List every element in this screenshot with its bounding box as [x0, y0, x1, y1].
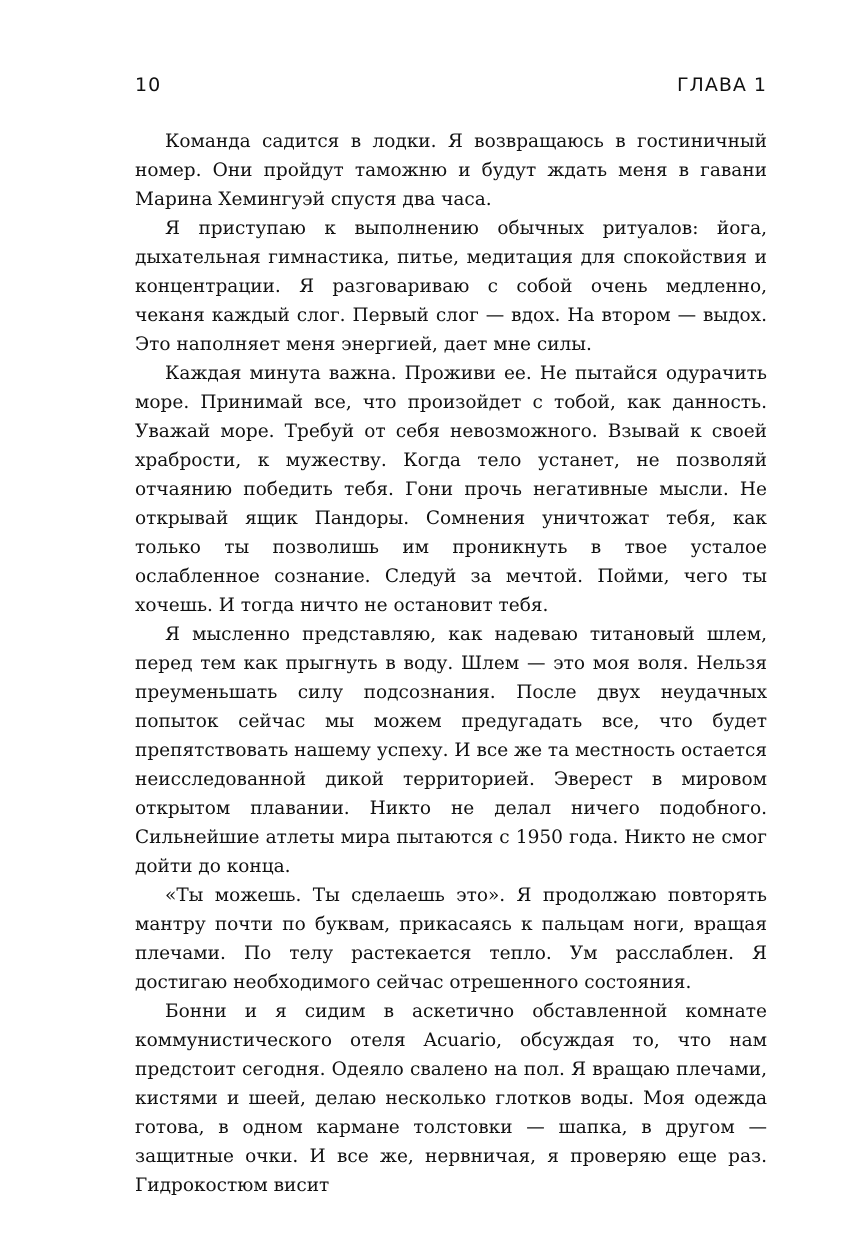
paragraph: Каждая минута важна. Проживи ее. Не пытайся одурачить море. Принимай все, что произойдет с тобой, как данность. Уважай море. Требуй от себя невозможного. Взывай к своей храбрости, к мужеству. Когда тело устанет, не позволяй отчаянию победить тебя. Гони прочь негативные мысли. Не открывай ящик Пандоры. Сомнения уничтожат тебя, как только ты позволишь им проникнуть в твое усталое ослабленное сознание. Следуй за мечтой. Пойми, чего ты хочешь. И тогда ничто не остановит тебя. — [135, 363, 767, 616]
paragraph: Команда садится в лодки. Я возвращаюсь в гостиничный номер. Они пройдут таможню и будут ждать меня в гавани Марина Хемингуэй спустя два часа. — [135, 131, 767, 210]
paragraph: «Ты можешь. Ты сделаешь это». Я продолжаю повторять мантру почти по буквам, прикасаясь к пальцам ноги, вращая плечами. По телу растекается тепло. Ум расслаблен. Я достигаю необходимого сейчас отрешенного состояния. — [135, 885, 767, 993]
page-number: 10 — [135, 74, 162, 96]
paragraph: Бонни и я сидим в аскетично обставленной комнате коммунистического отеля Acuario, обсуждая то, что нам предстоит сегодня. Одеяло свалено на пол. Я вращаю плечами, кистями и шеей, делаю несколько глотков воды. Моя одежда готова, в одном кармане толстовки — шапка, в другом — защитные очки. И все же, нервничая, я проверяю еще раз. Гидрокостюм висит — [135, 1001, 767, 1196]
running-head — [135, 74, 767, 104]
paragraph: Я мысленно представляю, как надеваю титановый шлем, перед тем как прыгнуть в воду. Шлем — это моя воля. Нельзя преуменьшать силу подсознания. После двух неудачных попыток сейчас мы можем предугадать все, что будет препятствовать нашему успеху. И все же та местность остается неисследованной дикой территорией. Эверест в мировом открытом плавании. Никто не делал ничего подобного. Сильнейшие атлеты мира пытаются с 1950 года. Никто не смог дойти до конца. — [135, 624, 767, 877]
body-text — [135, 127, 767, 1200]
chapter-label: ГЛАВА 1 — [676, 74, 767, 96]
paragraph: Я приступаю к выполнению обычных ритуалов: йога, дыхательная гимнастика, питье, медитация для спокойствия и концентрации. Я разговариваю с собой очень медленно, чеканя каждый слог. Первый слог — вдох. На втором — выдох. Это наполняет меня энергией, дает мне силы. — [135, 218, 767, 355]
